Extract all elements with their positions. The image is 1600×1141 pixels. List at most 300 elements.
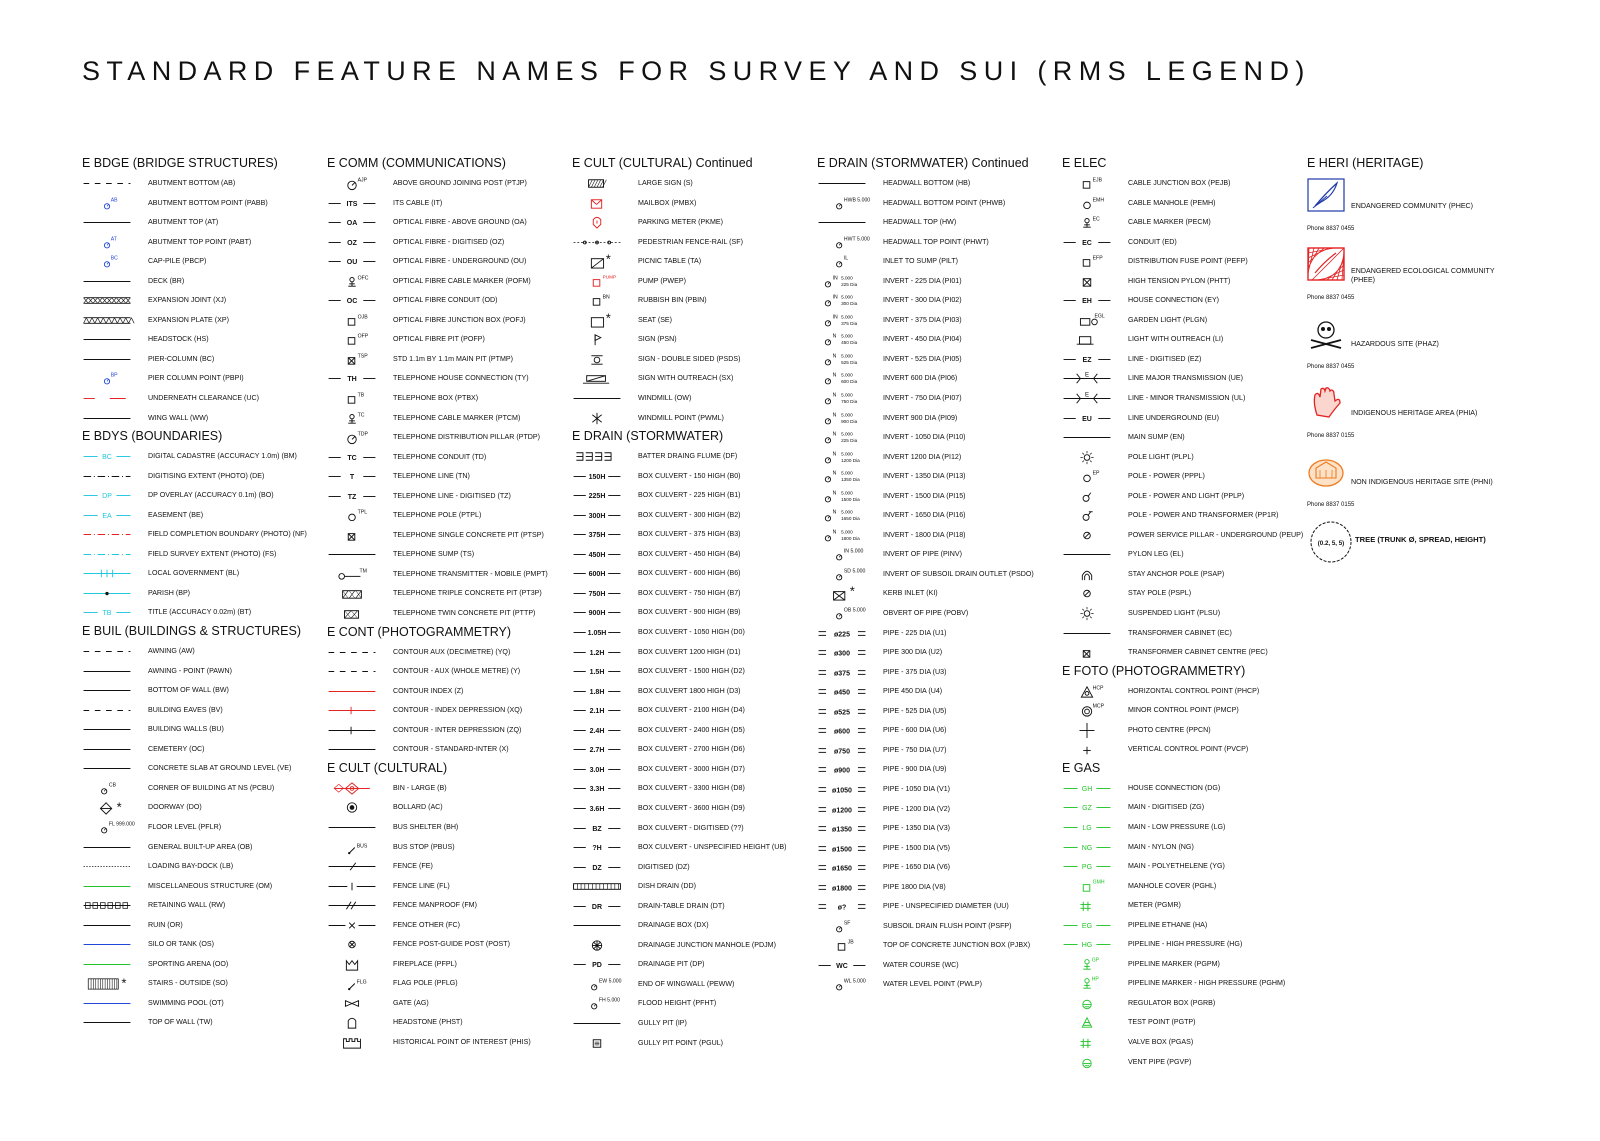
svg-text:?H: ?H [592,844,602,852]
legend-label: BIN - LARGE (B) [393,783,447,792]
svg-text:EC: EC [1092,216,1100,223]
legend-row [1062,409,1302,429]
legend-row [82,194,322,214]
legend-section [572,155,812,428]
legend-row [1062,252,1302,272]
legend-label: TELEPHONE LINE (TN) [393,472,470,481]
legend-row [327,369,567,389]
legend-row [572,272,812,292]
legend-row [1062,545,1302,565]
legend-row [327,584,567,604]
legend-symbol-icon [817,626,867,641]
svg-text:TPL: TPL [357,509,368,516]
legend-row [327,252,567,272]
svg-text:SF: SF [843,920,851,927]
legend-label: PYLON LEG (EL) [1128,550,1184,559]
legend-symbol-icon [327,293,377,308]
legend-label: CONTOUR - STANDARD-INTER (X) [393,745,509,754]
legend-symbol-icon [82,605,132,620]
legend-symbol-icon [327,313,377,328]
legend-symbol-icon [82,196,132,211]
legend-symbol-icon [82,274,132,289]
svg-text:TZ: TZ [347,493,357,501]
svg-text:OFC: OFC [357,275,369,282]
legend-row [1062,1033,1302,1053]
legend-label: KERB INLET (KI) [883,589,938,598]
svg-text:5.000: 5.000 [841,490,853,496]
legend-row [327,818,567,838]
legend-label: LARGE SIGN (S) [638,179,693,187]
legend-row [82,174,322,194]
legend-symbol-icon [817,508,867,523]
legend-section [1062,663,1302,760]
svg-text:N: N [832,451,837,458]
svg-text:IN: IN [832,294,838,301]
legend-label: HEADWALL TOP (HW) [883,218,957,227]
legend-label: DISH DRAIN (DD) [638,882,696,891]
legend-label: PIPE - 1500 DIA (V5) [883,843,951,852]
legend-section [327,155,567,624]
legend-label: INVERT OF PIPE (PINV) [883,550,962,559]
legend-label: INVERT - 1500 DIA (PI15) [883,491,966,500]
svg-text:CB: CB [108,782,117,789]
legend-row [327,994,567,1014]
legend-row [817,409,1057,429]
svg-text:OZ: OZ [347,239,357,247]
section-title-heritage: E HERI (HERITAGE) [1307,156,1424,170]
legend-row [572,955,812,975]
legend-row [327,974,567,994]
legend-row [817,917,1057,937]
legend-row [1062,213,1302,233]
legend-row [817,858,1057,878]
legend-symbol-icon [82,469,132,484]
legend-symbol-icon [1062,254,1112,269]
section-title: E CULT (CULTURAL) Continued [572,156,753,170]
legend-label: TELEPHONE SINGLE CONCRETE PIT (PTSP) [393,530,544,539]
legend-symbol-icon [817,880,867,895]
legend-label: ABUTMENT BOTTOM (AB) [148,179,236,187]
legend-label: BATTER DRAING FLUME (DF) [638,452,738,461]
legend-label: BUILDING WALLS (BU) [148,725,224,734]
legend-symbol-icon [82,703,132,718]
legend-row [817,897,1057,917]
legend-symbol-icon [572,899,622,914]
legend-row [82,798,322,818]
legend-label: PIPE 1800 DIA (V8) [883,882,946,891]
svg-text:900H: 900H [588,610,606,618]
svg-text:OU: OU [346,259,358,267]
legend-symbol-icon [817,332,867,347]
legend-row [572,682,812,702]
legend-label: HIGH TENSION PYLON (PHTT) [1128,276,1231,285]
legend-row [1062,682,1302,702]
legend-row [327,896,567,916]
legend-label: HEADSTONE (PHST) [393,1018,463,1027]
svg-text:5.000: 5.000 [841,373,853,379]
legend-label: POLE - POWER (PPPL) [1128,472,1205,481]
legend-symbol-icon [572,527,622,542]
legend-symbol-icon [327,820,377,835]
legend-row [817,291,1057,311]
legend-label: RUIN (OR) [148,920,183,929]
svg-text:HWT 5.000: HWT 5.000 [843,236,870,243]
section-title: E BUIL (BUILDINGS & STRUCTURES) [82,624,302,639]
legend-symbol-icon [82,859,132,874]
legend-symbol-icon [327,196,377,211]
legend-symbol-icon [82,547,132,562]
svg-text:5.000: 5.000 [841,334,853,339]
legend-symbol-icon [572,586,622,601]
legend-symbol-icon [327,742,377,757]
heritage-row [1307,243,1547,312]
legend-label: ITS CABLE (IT) [393,198,443,207]
legend-symbol-icon [817,547,867,562]
legend-row [327,311,567,331]
legend-label: SIGN (PSN) [638,335,677,344]
legend-symbol-icon [817,235,870,250]
legend-symbol-icon [572,1016,622,1031]
svg-text:ø?: ø? [837,904,847,912]
legend-section [82,428,322,623]
legend-row [327,721,567,741]
legend-symbol-icon [82,879,132,894]
legend-row [817,389,1057,409]
svg-text:1.2H: 1.2H [589,649,605,657]
legend-row [572,409,812,429]
legend-row [817,174,1057,194]
svg-text:AJP: AJP [357,177,368,184]
hatched-square-icon [1307,247,1345,281]
svg-text:IN: IN [832,275,838,282]
legend-symbol-icon [817,371,867,386]
svg-text:600H: 600H [588,571,606,579]
legend-symbol-icon [572,310,622,328]
legend-row [817,663,1057,683]
legend-row [327,350,567,370]
heritage-phone: Phone 8837 0455 [1307,295,1355,301]
legend-label: PIPELINE MARKER - HIGH PRESSURE (PGHM) [1128,979,1286,988]
legend-row [82,662,322,682]
legend-label: CONTOUR INDEX (Z) [393,686,464,695]
hand-icon [1307,385,1345,419]
legend-label: PIPE - 1050 DIA (V1) [883,784,951,793]
svg-text:SD 5.000: SD 5.000 [843,568,866,575]
legend-symbol-icon [572,879,622,894]
legend-label: PIPE - 225 DIA (U1) [883,628,947,637]
legend-symbol-icon [1062,274,1112,289]
legend-symbol-icon [572,625,622,640]
legend-symbol-icon [82,371,132,386]
legend-symbol-icon [327,391,377,406]
heritage-phone: Phone 8837 0155 [1307,502,1355,508]
legend-row [1062,974,1302,994]
legend-symbol-icon [1062,957,1112,972]
legend-symbol-icon [817,391,867,406]
svg-text:1.05H: 1.05H [587,629,607,637]
legend-label: TELEPHONE BOX (PTBX) [393,394,479,403]
legend-symbol-icon [1062,489,1112,504]
heritage-phone: Phone 8837 0155 [1307,433,1355,439]
legend-label: FIELD COMPLETION BOUNDARY (PHOTO) (NF) [148,530,307,539]
svg-text:OB 5.000: OB 5.000 [843,607,866,614]
legend-row [572,506,812,526]
svg-text:DR: DR [591,903,603,911]
section-title: E ELEC [1062,156,1107,170]
legend-label: BOX CULVERT - 3600 HIGH (D9) [638,803,745,812]
legend-row [82,740,322,760]
legend-row [817,839,1057,859]
legend-label: BUS SHELTER (BH) [393,822,459,831]
legend-row [817,584,1057,604]
legend-label: INVERT - 375 DIA (PI03) [883,315,962,324]
legend-symbol-icon [1062,567,1112,582]
legend-label: LIGHT WITH OUTREACH (LI) [1128,335,1224,344]
legend-row [817,448,1057,468]
legend-label: WATER COURSE (WC) [883,960,959,969]
legend-row [327,643,567,663]
legend-row [817,350,1057,370]
legend-row [572,447,812,467]
svg-text:N: N [832,509,837,516]
legend-symbol-icon [327,254,377,269]
svg-text:N: N [832,334,837,340]
legend-symbol-icon [327,332,377,347]
legend-symbol-icon [327,586,377,601]
legend-symbol-icon [1062,313,1112,328]
legend-label: DISTRIBUTION FUSE POINT (PEFP) [1128,257,1248,266]
svg-text:225 Dia: 225 Dia [841,281,858,287]
legend-row [327,389,567,409]
legend-symbol-icon [1062,1015,1112,1030]
svg-text:N: N [832,490,837,497]
legend-label: HISTORICAL POINT OF INTEREST (PHIS) [393,1037,531,1046]
svg-text:N: N [832,470,837,477]
legend-label: PIPE - 375 DIA (U3) [883,667,947,676]
svg-text:TB: TB [357,392,365,399]
svg-text:ø1650: ø1650 [832,865,852,873]
legend-label: POLE - POWER AND TRANSFORMER (PP1R) [1128,511,1279,520]
legend-label: OPTICAL FIBRE CABLE MARKER (POFM) [393,276,531,285]
legend-label: FIELD SURVEY EXTENT (PHOTO) (FS) [148,549,277,558]
legend-label: MINOR CONTROL POINT (PMCP) [1128,706,1239,715]
legend-row [817,330,1057,350]
legend-symbol-icon [82,293,132,308]
legend-label: BOLLARD (AC) [393,803,443,812]
svg-text:5.000: 5.000 [841,294,853,300]
svg-text:N: N [832,353,837,360]
legend-row [572,389,812,409]
legend-symbol-icon [572,957,622,972]
legend-label: CONTOUR - INTER DEPRESSION (ZQ) [393,725,522,734]
section-title: E COMM (COMMUNICATIONS) [327,156,506,170]
legend-row [817,819,1057,839]
legend-row [572,779,812,799]
legend-row [1062,272,1302,292]
legend-symbol-icon [327,508,377,523]
legend-row [817,682,1057,702]
legend-symbol-icon [817,841,867,856]
heritage-row-tree [1307,519,1547,579]
legend-label: OPTICAL FIBRE JUNCTION BOX (POFJ) [393,315,526,324]
heritage-label: INDIGENOUS HERITAGE AREA (PHIA) [1351,409,1478,417]
legend-label: PHOTO CENTRE (PPCN) [1128,725,1211,734]
svg-text:BC: BC [110,255,118,262]
legend-label: HEADWALL TOP POINT (PHWT) [883,237,989,246]
legend-label: PICNIC TABLE (TA) [638,257,702,266]
legend-row [82,409,322,429]
legend-symbol-icon [327,1035,377,1050]
legend-label: CONTOUR - AUX (WHOLE METRE) (Y) [393,667,521,676]
legend-symbol-icon [82,488,132,503]
legend-symbol-icon [817,176,867,191]
legend-row [1062,487,1302,507]
svg-text:EA: EA [102,512,112,520]
legend-row [82,350,322,370]
svg-text:EH: EH [1082,298,1092,306]
legend-label: SPORTING ARENA (OO) [148,959,229,968]
legend-row [1062,1053,1302,1073]
legend-symbol-icon [1062,723,1112,738]
legend-symbol-icon [1062,859,1112,874]
legend-label: EXPANSION PLATE (XP) [148,315,229,324]
svg-text:N: N [832,529,837,536]
legend-symbol-icon [1062,879,1112,894]
legend-row [82,759,322,779]
legend-symbol-icon [817,215,867,230]
legend-row [1062,818,1302,838]
legend-symbol-icon [82,996,132,1011]
legend-label: LOADING BAY-DOCK (LB) [148,862,234,871]
svg-text:EFP: EFP [1092,255,1103,262]
legend-label: BOX CULVERT - 1500 HIGH (D2) [638,667,745,676]
legend-symbol-icon [572,781,622,796]
legend-symbol-icon [327,235,377,250]
legend-symbol-icon [327,371,377,386]
svg-text:MCP: MCP [1092,703,1105,710]
legend-label: TRANSFORMER CABINET CENTRE (PEC) [1128,648,1268,657]
legend-label: DECK (BR) [148,276,185,285]
svg-text:ø750: ø750 [834,748,850,756]
legend-label: MANHOLE COVER (PGHL) [1128,881,1217,890]
legend-label: MAIN SUMP (EN) [1128,433,1185,442]
legend-label: INVERT - 525 DIA (PI05) [883,354,962,363]
legend-label: OBVERT OF PIPE (POBV) [883,609,969,618]
legend-row [1062,291,1302,311]
legend-label: LOCAL GOVERNMENT (BL) [148,569,240,578]
svg-text:EG: EG [1081,922,1093,930]
legend-row [1062,740,1302,760]
legend-row [82,603,322,623]
legend-symbol-icon [82,918,132,933]
svg-text:BP: BP [110,373,118,380]
legend-label: STAY POLE (PSPL) [1128,589,1192,598]
legend-row [327,740,567,760]
svg-text:300H: 300H [588,512,606,520]
legend-symbol-icon [572,703,622,718]
legend-row [82,564,322,584]
legend-symbol-icon [1062,332,1112,347]
legend-label: PIPE - 1350 DIA (V3) [883,824,951,833]
legend-symbol-icon [1062,626,1112,641]
legend-label: PIPE - 750 DIA (U7) [883,745,947,754]
legend-row [327,448,567,468]
svg-text:PD: PD [592,962,602,970]
svg-text:FLG: FLG [356,979,367,986]
legend-symbol-icon [82,391,132,406]
legend-label: POLE - POWER AND LIGHT (PPLP) [1128,491,1245,500]
legend-label: INVERT - 1050 DIA (PI10) [883,433,966,442]
legend-row [82,272,322,292]
legend-symbol-icon [82,215,132,230]
legend-label: BOX CULVERT - 300 HIGH (B2) [638,510,741,519]
legend-label: BOX CULVERT - 375 HIGH (B3) [638,530,741,539]
legend-label: TEST POINT (PGTP) [1128,1018,1196,1027]
legend-label: CONCRETE SLAB AT GROUND LEVEL (VE) [148,764,292,773]
legend-symbol-icon [1062,508,1112,523]
svg-text:EU: EU [1082,415,1092,423]
legend-symbol-icon [817,977,867,992]
legend-label: LINE MAJOR TRANSMISSION (UE) [1128,374,1243,383]
legend-row [1062,330,1302,350]
legend-row [817,878,1057,898]
heritage-row [1307,450,1547,519]
svg-text:1.5H: 1.5H [589,668,605,676]
section-title: E DRAIN (STORMWATER) [572,429,724,444]
legend-row [572,369,812,389]
legend-symbol-icon [82,761,132,776]
svg-text:TC: TC [357,412,365,419]
legend-label: INVERT OF SUBSOIL DRAIN OUTLET (PSDO) [883,569,1034,578]
legend-row [817,800,1057,820]
legend-symbol-icon [82,313,132,328]
legend-symbol-icon [82,781,132,796]
legend-row [572,740,812,760]
svg-text:(0.2, 5, 5): (0.2, 5, 5) [1317,540,1345,547]
legend-symbol-icon [817,958,867,973]
legend-label: MAIN - POLYETHELENE (YG) [1128,862,1225,871]
legend-label: STAIRS - OUTSIDE (SO) [148,979,228,988]
legend-symbol-icon [817,782,867,797]
legend-label: DOORWAY (DO) [148,803,202,812]
legend-symbol-icon [572,196,622,211]
legend-label: SUSPENDED LIGHT (PLSU) [1128,609,1221,618]
legend-symbol-icon [572,742,622,757]
legend-symbol-icon [327,528,377,543]
legend-symbol-icon [327,996,377,1011]
legend-symbol-icon [327,976,377,991]
legend-row [1062,467,1302,487]
legend-row [327,662,567,682]
legend-symbol-icon [82,566,132,581]
svg-text:IL: IL [843,255,849,262]
legend-label: INVERT - 450 DIA (PI04) [883,335,962,344]
legend-symbol-icon [572,547,622,562]
legend-row [82,584,322,604]
svg-text:GZ: GZ [1082,805,1092,813]
section-title: E BDGE (BRIDGE STRUCTURES) [82,156,278,170]
legend-symbol-icon [82,527,132,542]
legend-label: FLOOD HEIGHT (PFHT) [638,999,717,1008]
legend-symbol-icon [572,352,622,367]
legend-label: OPTICAL FIBRE PIT (POFP) [393,335,485,344]
legend-row [572,174,812,194]
legend-symbol-icon [572,391,622,406]
legend-symbol-icon [572,235,622,250]
legend-symbol-icon [327,411,377,426]
legend-label: PIPE - 525 DIA (U5) [883,706,947,715]
legend-symbol-icon [327,450,377,465]
